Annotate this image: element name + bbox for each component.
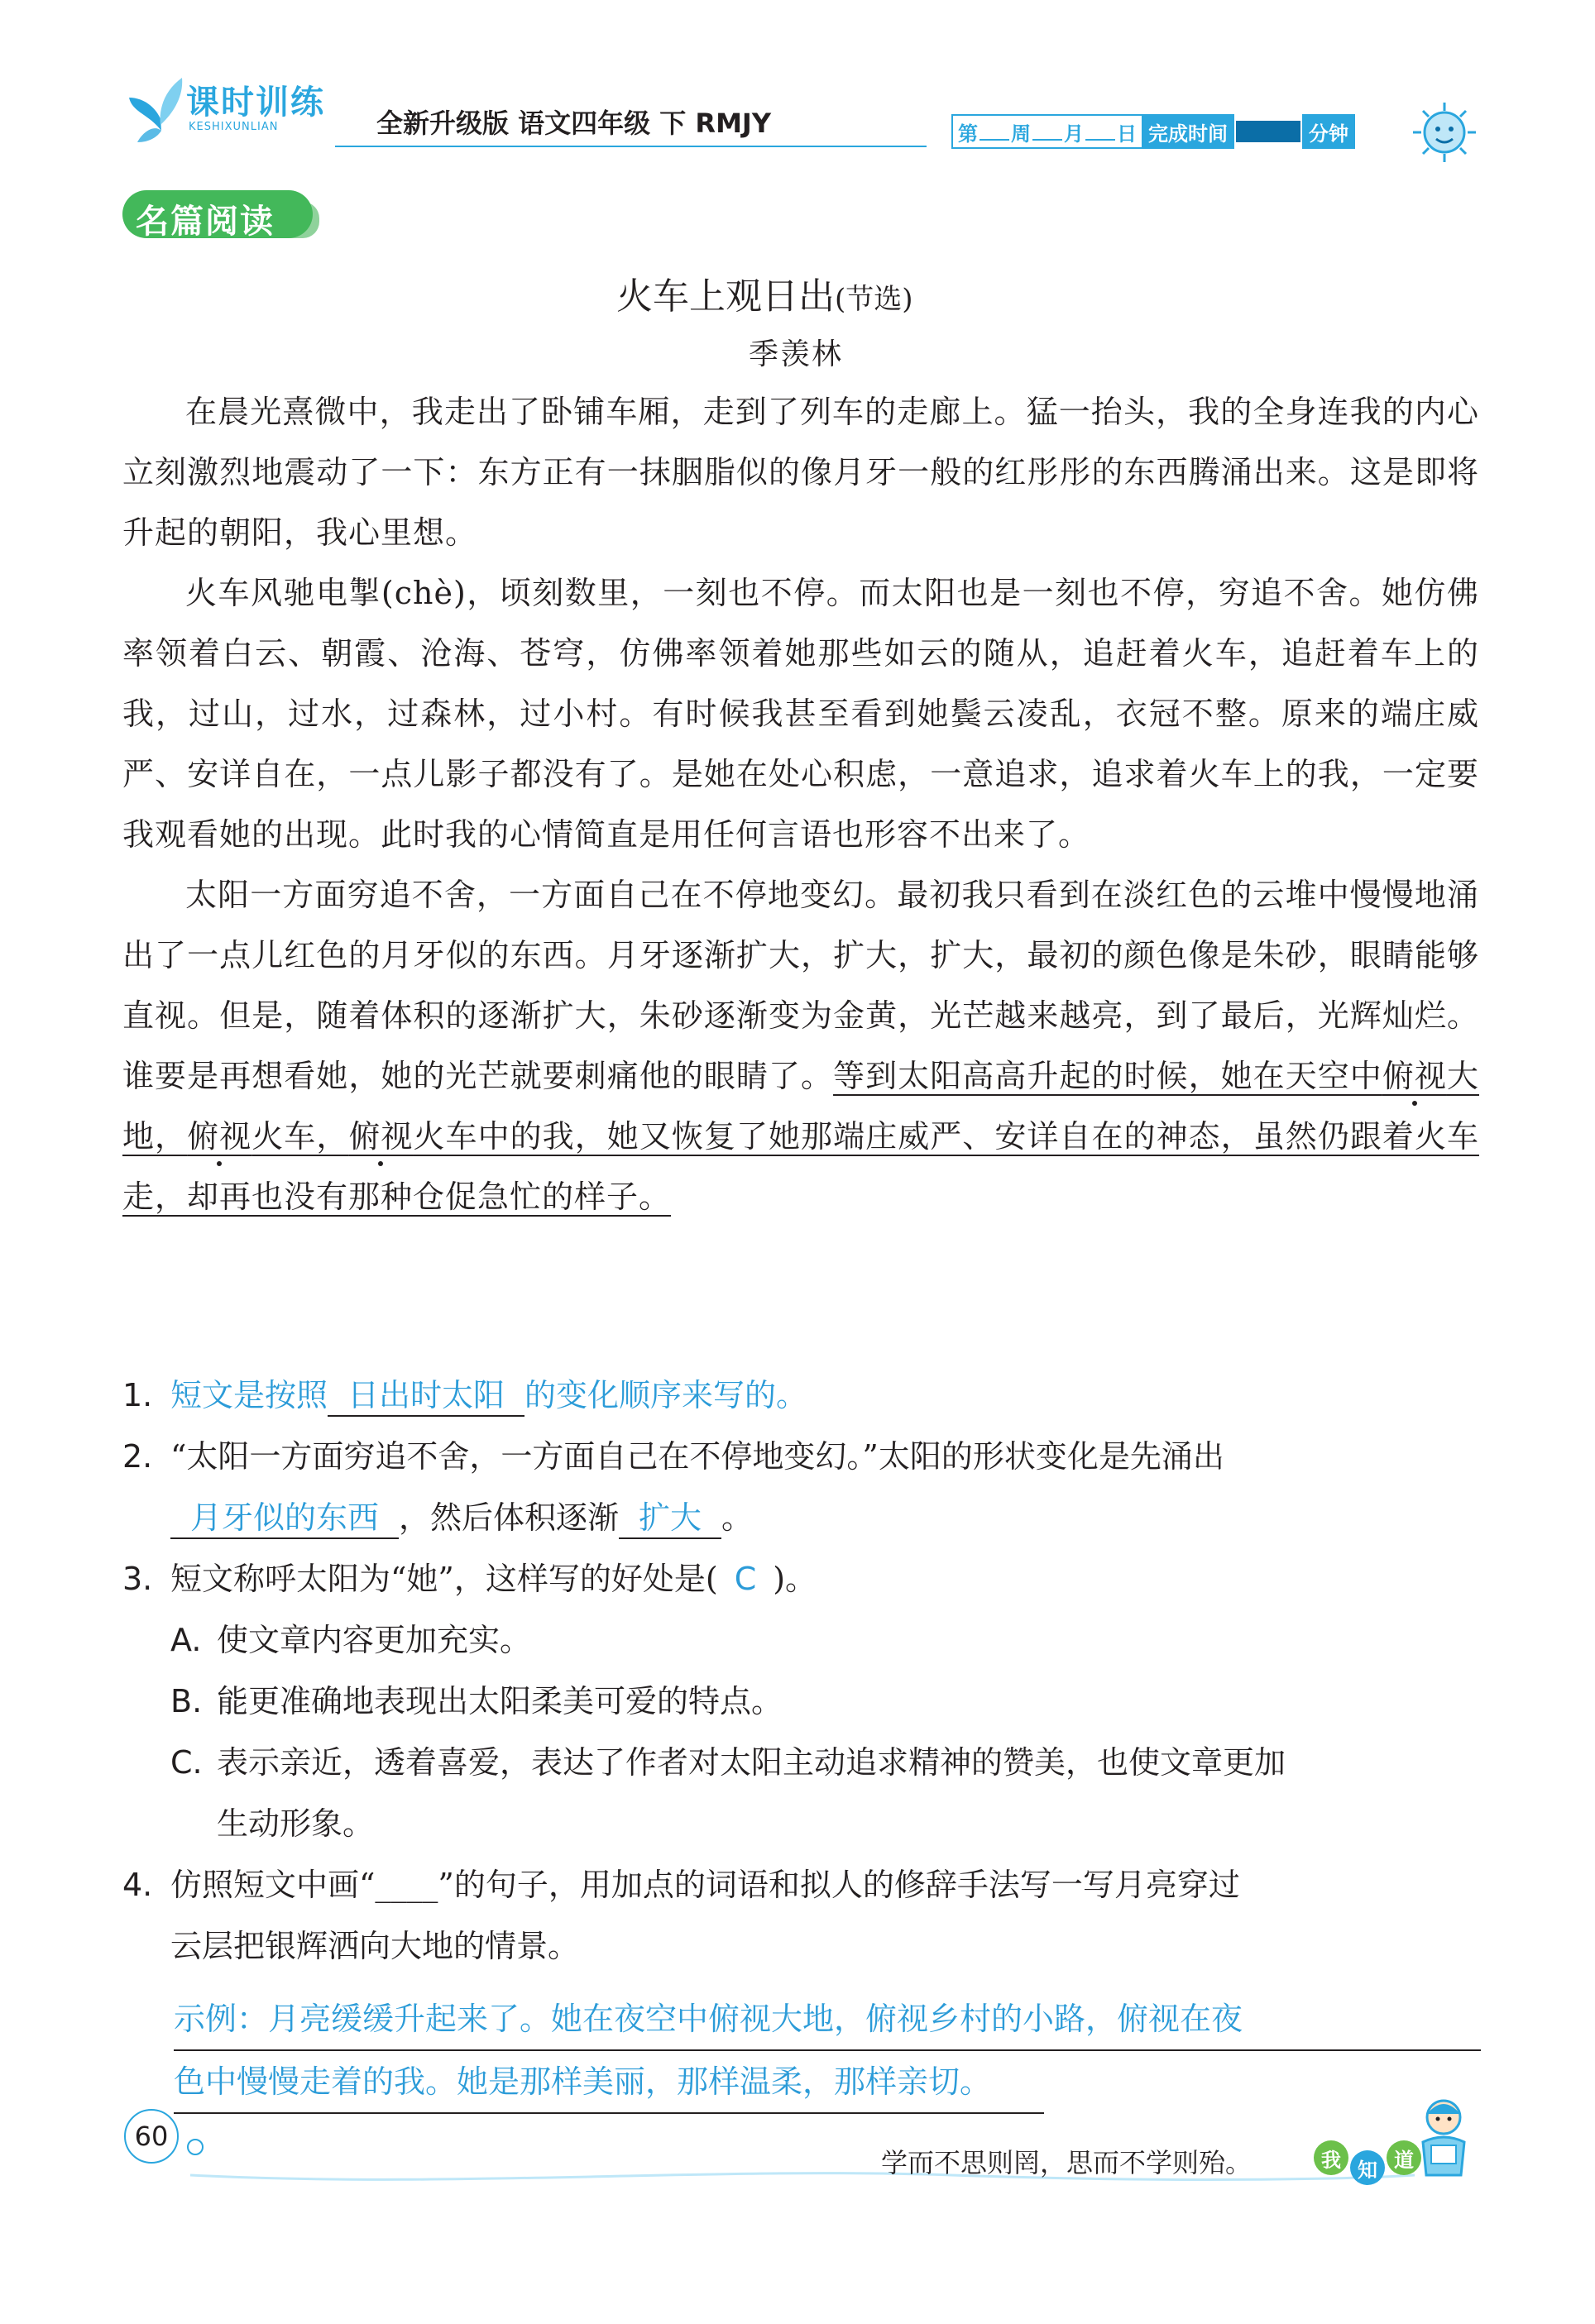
- badge-char-3: 道: [1387, 2140, 1421, 2175]
- question-2-number: 2.: [122, 1438, 153, 1475]
- option-c-continued: 生动形象。: [217, 1805, 375, 1842]
- option-c-text: 表示亲近，透着喜爱，表达了作者对太阳主动追求精神的赞美，也使文章更加: [217, 1744, 1286, 1781]
- question-1-prompt-end: 的变化顺序来写的。: [524, 1377, 808, 1413]
- article-title-note: (节选): [835, 283, 913, 316]
- badge-char-1: 我: [1314, 2140, 1348, 2175]
- option-b-letter: B.: [170, 1683, 203, 1719]
- brand-title: 课时训练: [186, 84, 325, 122]
- question-4-answer[interactable]: [174, 1988, 1481, 2114]
- month-blank[interactable]: [1032, 122, 1062, 141]
- header-divider: [335, 146, 927, 147]
- week-unit: 周: [1011, 122, 1031, 146]
- edition-label: 全新升级版 语文四年级 下 RMJY: [376, 108, 771, 139]
- paragraph-2: 火车风驰电掣(chè)，顷刻数里，一刻也不停。而太阳也是一刻也不停，穷追不舍。她仿佛率领着白云、朝霞、沧海、苍穹，仿佛率领着她那些如云的随从，追赶着火车，追赶着车上的我，过山，过水，过森林，过小村。有时候我甚至看到她鬓云凌乱，衣冠不整。原来的端庄威严、安详自在，一点儿影子都没有了。是她在处心积虑，一意追求，追求着火车上的我，一定要我观看她的出现。此时我的心情简直是用任何言语也形容不出来了。: [122, 575, 1479, 853]
- completion-time-label: 完成时间: [1142, 114, 1234, 149]
- article-title-text: 火车上观日出: [616, 275, 835, 318]
- questions-section: [122, 1365, 1479, 1977]
- question-3-answer[interactable]: C: [734, 1561, 757, 1597]
- option-a-letter: A.: [170, 1622, 202, 1658]
- dotted-word-3: 俯视: [348, 1118, 414, 1155]
- date-fields: [951, 114, 1142, 149]
- article-title: [616, 266, 913, 319]
- question-2-answer-2[interactable]: 扩大: [619, 1499, 721, 1539]
- option-c-letter: C.: [170, 1744, 203, 1781]
- underlined-part-3: 火车，: [251, 1118, 349, 1155]
- wozhidao-badge: [1314, 2140, 1421, 2185]
- question-2-answers: [122, 1487, 1479, 1548]
- page-number-dot: [187, 2139, 204, 2155]
- question-4-prompt-continued: 云层把银辉洒向大地的情景。: [170, 1928, 580, 1964]
- reading-kid-icon: [1406, 2092, 1481, 2183]
- question-1-prompt: 短文是按照: [170, 1377, 328, 1413]
- answer-line-1: 示例：月亮缓缓升起来了。她在夜空中俯视大地，俯视乡村的小路，俯视在夜: [174, 1988, 1481, 2051]
- month-unit: 月: [1064, 122, 1084, 146]
- date-time-box: [951, 114, 1355, 149]
- option-a[interactable]: [122, 1609, 1479, 1671]
- question-4: [122, 1854, 1479, 1915]
- option-c[interactable]: [122, 1732, 1479, 1793]
- article-body: [122, 382, 1479, 1227]
- paragraph-3: [122, 865, 1479, 1227]
- badge-char-2: 知: [1350, 2150, 1385, 2185]
- question-2-answer-1[interactable]: 月牙似的东西: [170, 1499, 399, 1539]
- section-badge: [122, 190, 319, 241]
- question-4-number: 4.: [122, 1867, 153, 1903]
- week-prefix: 第: [958, 122, 978, 146]
- day-unit: 日: [1117, 122, 1137, 146]
- underlined-part-4: 火车中的我，她又恢复了她那端庄威严、安详自在的神态，虽然仍跟着火车走，却再也没有那种仓促急忙的样子。: [122, 1118, 1479, 1215]
- question-2-prompt: “太阳一方面穷追不舍，一方面自己在不停地变幻。”太阳的形状变化是先涌出: [170, 1438, 1224, 1475]
- question-1-number: 1.: [122, 1377, 153, 1413]
- day-blank[interactable]: [1085, 122, 1115, 141]
- section-label: 名篇阅读: [136, 203, 275, 241]
- footer-wave-decoration: [124, 2142, 1481, 2192]
- underlined-part-2: 大地，: [122, 1058, 1479, 1155]
- footer-motto: 学而不思则罔，思而不学则殆。: [881, 2147, 1253, 2178]
- option-b[interactable]: [122, 1671, 1479, 1732]
- page-number: 60: [124, 2109, 179, 2164]
- option-b-text: 能更准确地表现出太阳柔美可爱的特点。: [217, 1683, 783, 1719]
- question-3: [122, 1548, 1479, 1609]
- question-3-number: 3.: [122, 1561, 153, 1597]
- paragraph-1: 在晨光熹微中，我走出了卧铺车厢，走到了列车的走廊上。猛一抬头，我的全身连我的内心立刻激烈地震动了一下：东方正有一抹胭脂似的像月牙一般的红彤彤的东西腾涌出来。这是即将升起的朝阳，我心里想。: [122, 394, 1479, 551]
- dotted-word-1: 俯视: [1382, 1058, 1447, 1094]
- question-3-prompt: 短文称呼太阳为“她”，这样写的好处是(: [170, 1561, 718, 1597]
- completion-time-blank[interactable]: [1236, 121, 1300, 142]
- brand-subtitle: KESHIXUNLIAN: [189, 121, 279, 133]
- question-2-middle: ，然后体积逐渐: [399, 1499, 620, 1536]
- dotted-word-2: 俯视: [187, 1118, 252, 1155]
- underlined-part-1: 等到太阳高高升起的时候，她在天空中: [833, 1058, 1382, 1094]
- week-blank[interactable]: [980, 122, 1009, 141]
- question-3-prompt-end: )。: [773, 1561, 817, 1597]
- answer-line-2: 色中慢慢走着的我。她是那样美丽，那样温柔，那样亲切。: [174, 2051, 1044, 2114]
- question-1-answer[interactable]: 日出时太阳: [328, 1377, 524, 1417]
- question-2-end: 。: [721, 1499, 754, 1536]
- question-4-prompt: 仿照短文中画“____”的句子，用加点的词语和拟人的修辞手法写一写月亮穿过: [170, 1867, 1240, 1903]
- option-a-text: 使文章内容更加充实。: [217, 1622, 532, 1658]
- paragraph-3-start: 太阳一方面穷追不舍，一方面自己在不停地变幻。最初我只看到在淡红色的云堆中慢慢地涌出了一点儿红色的月牙似的东西。月牙逐渐扩大，扩大，扩大，最初的颜色像是朱砂，眼睛能够直视。但是，随着体积的逐渐扩大，朱砂逐渐变为金黄，光芒越来越亮，到了最后，光辉灿烂。谁要是再想看她，她的光芒就要刺痛他的眼睛了。: [122, 877, 1479, 1094]
- question-1: [122, 1365, 1479, 1426]
- article-author: 季羡林: [749, 337, 844, 371]
- minutes-unit: 分钟: [1302, 114, 1355, 149]
- sun-mascot-icon: [1406, 99, 1482, 165]
- question-2: [122, 1426, 1479, 1487]
